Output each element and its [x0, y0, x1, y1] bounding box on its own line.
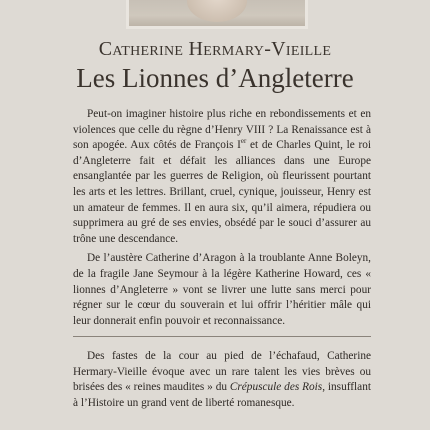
- book-title: Les Lionnes d’Angleterre: [76, 63, 354, 93]
- portrait-image: [187, 0, 247, 22]
- blurb-paragraph-1-text-a: Peut-on imaginer histoire plus riche en rebondissements et en violences que celle du règne d’Henry VIII ? La Renaissance est à son apogée. Aux côtés de François I: [73, 108, 371, 152]
- blurb-paragraph-3-text-a: Des fastes de la cour au pied de l’échafaud, Catherine Hermary-Vieille évoque avec un rare talent les vies brèves ou brisées des « reines maudites » du: [73, 350, 371, 394]
- back-cover-blurb: [73, 107, 371, 333]
- blurb-paragraph-2: De l’austère Catherine d’Aragon à la troublante Anne Boleyn, de la fragile Jane Seymour à la légère Katherine Howard, ces « lionnes d’Angleterre » vont se livrer une lutte sans merci pour régner sur le cœur du souverain et lui offrir l’héritier mâle qui leur donnerait enfin pouvoir et reconnaissance.: [73, 252, 371, 327]
- cover-photo: [126, 0, 308, 29]
- blurb-paragraph-1: [73, 107, 371, 247]
- section-divider: [73, 336, 371, 337]
- ordinal-suffix: er: [240, 137, 247, 146]
- blurb-paragraph-1-text-b: et de Charles Quint, le roi d’Angleterre fait et défait les alliances dans une Europe ensanglantée par les guerres de Religion, où fleurissent pourtant les arts et les lettres. Brillant, cruel, cynique, jouisseur, Henry est un amateur de femmes. Il en aura six, qu’il aimera, répudiera ou supprimera au gré de ses envies, obsédé par le souci d’assurer au trône une descendance.: [73, 139, 371, 245]
- back-cover-blurb-closing: [73, 349, 371, 411]
- blurb-paragraph-3-text-b: , insufflant à l’Histoire un grand vent de liberté romanesque.: [73, 381, 371, 409]
- series-title: Crépuscule des Rois: [229, 381, 323, 394]
- blurb-paragraph-3: [73, 349, 371, 411]
- author-name: Catherine Hermary-Vieille: [98, 38, 332, 60]
